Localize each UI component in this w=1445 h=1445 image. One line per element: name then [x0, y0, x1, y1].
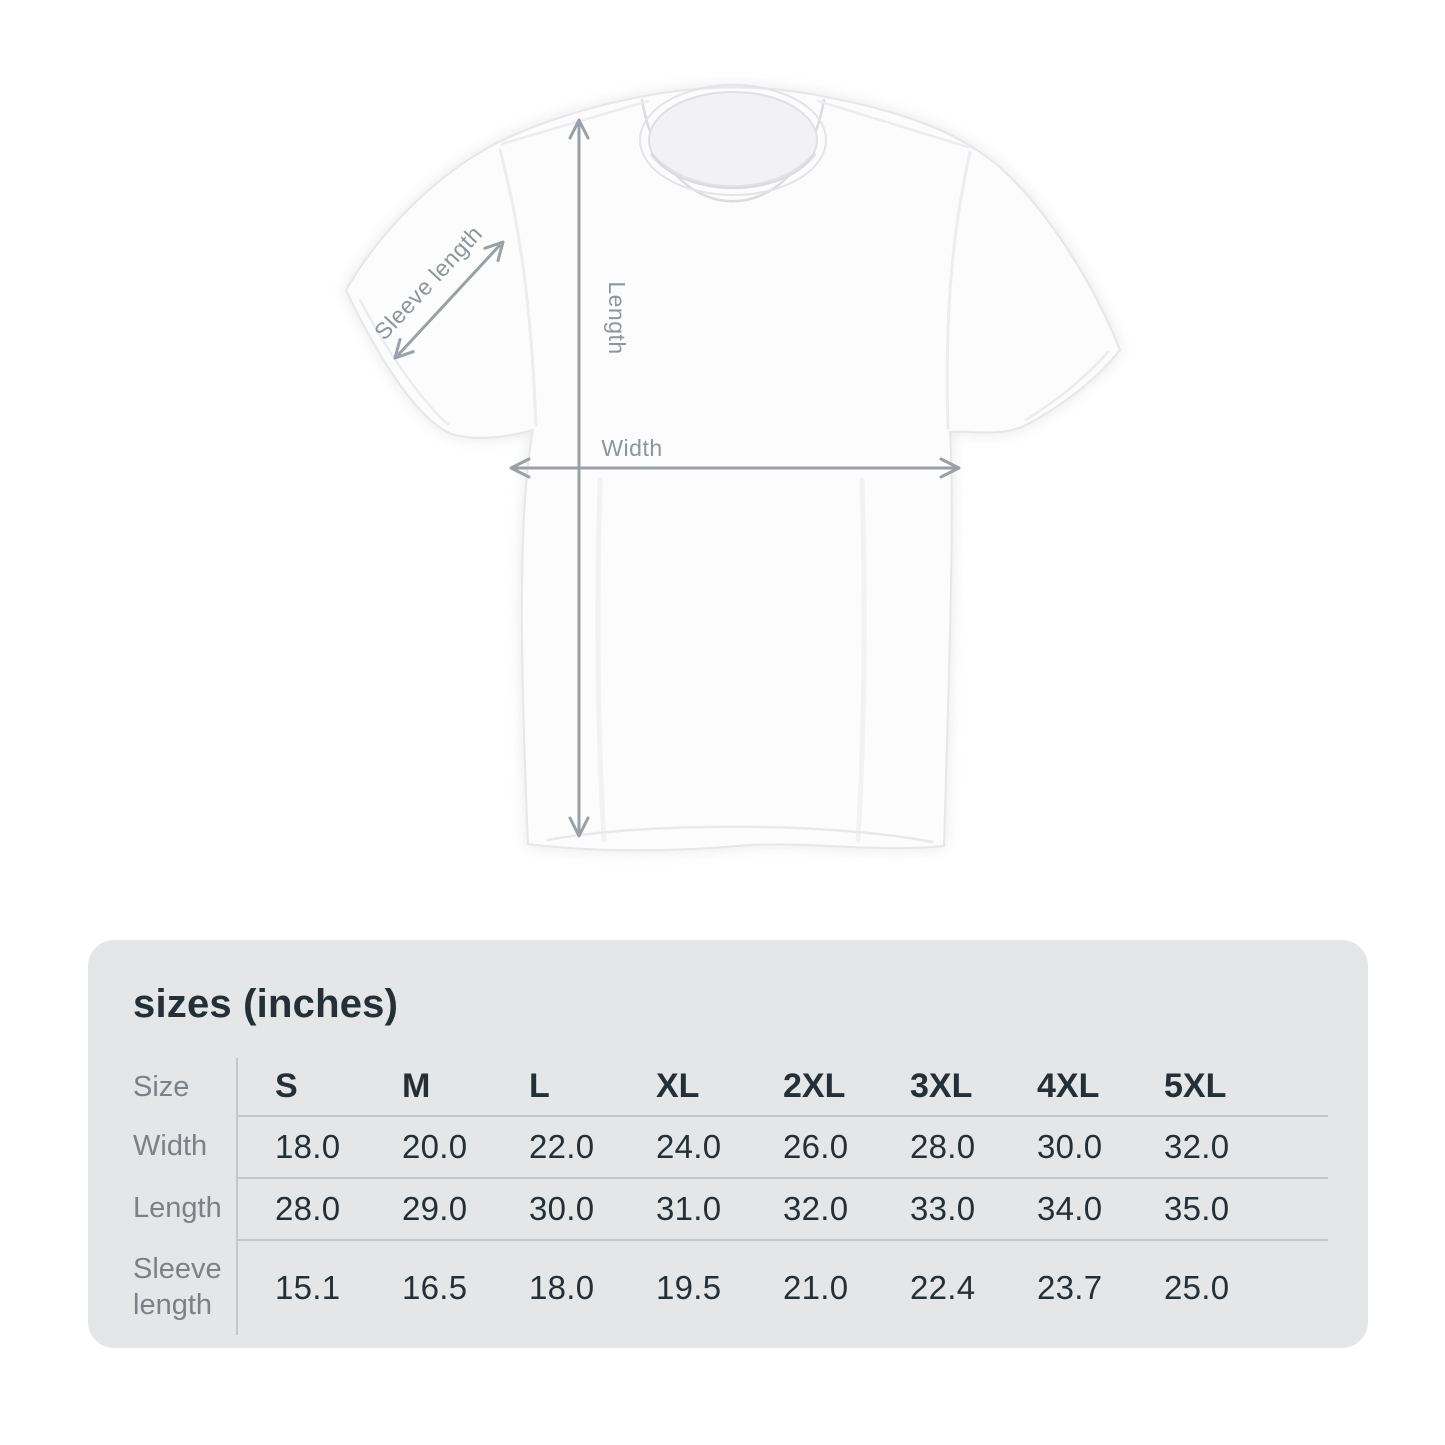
column-header-2xl: 2XL: [783, 1067, 846, 1105]
size-table: [133, 1058, 1328, 1335]
size-chart-title: sizes (inches): [133, 982, 399, 1026]
sleeve-value-2xl: 21.0: [746, 1239, 873, 1335]
column-header-xl: XL: [656, 1067, 700, 1105]
length-value-s: 28.0: [238, 1177, 365, 1239]
sleeve-value-m: 16.5: [365, 1239, 492, 1335]
length-value-5xl: 35.0: [1127, 1177, 1328, 1239]
length-value-l: 30.0: [492, 1177, 619, 1239]
length-value-4xl: 34.0: [1000, 1177, 1127, 1239]
column-header-3xl: 3XL: [910, 1067, 973, 1105]
column-header-5xl: 5XL: [1164, 1067, 1227, 1105]
column-header-l: L: [529, 1067, 550, 1105]
sleeve-value-l: 18.0: [492, 1239, 619, 1335]
length-value-2xl: 32.0: [746, 1177, 873, 1239]
width-value-l: 22.0: [492, 1115, 619, 1177]
size-chart-card: [88, 940, 1368, 1348]
column-header-4xl: 4XL: [1037, 1067, 1100, 1105]
width-value-m: 20.0: [365, 1115, 492, 1177]
width-value-5xl: 32.0: [1127, 1115, 1328, 1177]
sleeve-value-5xl: 25.0: [1127, 1239, 1328, 1335]
length-value-m: 29.0: [365, 1177, 492, 1239]
sleeve-value-3xl: 22.4: [873, 1239, 1000, 1335]
width-label: Width: [601, 435, 663, 461]
length-value-3xl: 33.0: [873, 1177, 1000, 1239]
column-header-m: M: [402, 1067, 431, 1105]
row-label-sleeve-length: Sleeve length: [133, 1239, 238, 1335]
width-value-s: 18.0: [238, 1115, 365, 1177]
length-value-xl: 31.0: [619, 1177, 746, 1239]
width-value-3xl: 28.0: [873, 1115, 1000, 1177]
width-value-xl: 24.0: [619, 1115, 746, 1177]
sleeve-value-s: 15.1: [238, 1239, 365, 1335]
width-value-2xl: 26.0: [746, 1115, 873, 1177]
row-label-width: Width: [133, 1115, 238, 1177]
size-corner-label: Size: [133, 1058, 238, 1115]
length-label: Length: [604, 281, 630, 355]
sleeve-length-label: Sleeve length: [368, 220, 488, 345]
column-header-s: S: [275, 1067, 298, 1105]
sleeve-value-4xl: 23.7: [1000, 1239, 1127, 1335]
row-label-length: Length: [133, 1177, 238, 1239]
sleeve-value-xl: 19.5: [619, 1239, 746, 1335]
width-value-4xl: 30.0: [1000, 1115, 1127, 1177]
